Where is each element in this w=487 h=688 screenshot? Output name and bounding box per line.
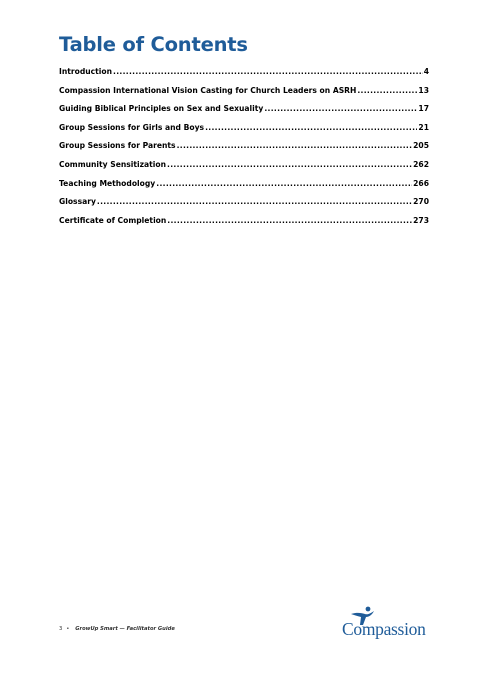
toc-dot-leader bbox=[177, 141, 413, 150]
toc-entry-title: Group Sessions for Girls and Boys bbox=[59, 122, 205, 132]
toc-dot-leader bbox=[205, 123, 417, 132]
toc-page-number: 270 bbox=[413, 197, 429, 207]
toc-page-number: 205 bbox=[413, 141, 429, 151]
toc-page-number: 13 bbox=[418, 85, 429, 95]
toc-entry-title: Teaching Methodology bbox=[59, 178, 156, 188]
toc-dot-leader bbox=[264, 104, 417, 113]
toc-dot-leader bbox=[167, 216, 412, 225]
compassion-logo bbox=[342, 606, 437, 646]
table-of-contents bbox=[59, 67, 429, 234]
toc-entry-title: Group Sessions for Parents bbox=[59, 141, 176, 151]
footer-separator: • bbox=[66, 626, 70, 632]
page-footer bbox=[59, 626, 175, 632]
toc-entry-teaching-methodology[interactable] bbox=[59, 179, 429, 198]
toc-dot-leader bbox=[113, 67, 423, 76]
toc-entry-title: Compassion International Vision Casting for Church Leaders on ASRH bbox=[59, 85, 357, 95]
toc-page-number: 266 bbox=[413, 178, 429, 188]
toc-entry-vision-casting[interactable] bbox=[59, 86, 429, 105]
toc-dot-leader bbox=[156, 179, 412, 188]
toc-dot-leader bbox=[357, 86, 417, 95]
toc-page-number: 262 bbox=[413, 159, 429, 169]
logo-wordmark: Compassion bbox=[342, 619, 426, 639]
toc-entry-glossary[interactable] bbox=[59, 197, 429, 216]
toc-entry-title: Community Sensitization bbox=[59, 159, 167, 169]
toc-entry-title: Certificate of Completion bbox=[59, 215, 167, 225]
toc-entry-title: Introduction bbox=[59, 67, 113, 76]
toc-entry-title: Glossary bbox=[59, 197, 96, 207]
toc-dot-leader bbox=[97, 197, 412, 206]
toc-dot-leader bbox=[167, 160, 412, 169]
toc-page-number: 21 bbox=[418, 122, 429, 132]
toc-page-number: 4 bbox=[423, 67, 429, 76]
toc-entry-introduction[interactable] bbox=[59, 67, 429, 86]
toc-page-number: 17 bbox=[418, 104, 429, 114]
footer-guide-title: GrowUp Smart — Facilitator Guide bbox=[75, 626, 175, 632]
toc-entry-biblical-principles[interactable] bbox=[59, 104, 429, 123]
toc-entry-parents-sessions[interactable] bbox=[59, 141, 429, 160]
toc-entry-community-sensitization[interactable] bbox=[59, 160, 429, 179]
footer-page-number: 3 bbox=[59, 626, 63, 632]
toc-entry-certificate[interactable] bbox=[59, 216, 429, 235]
toc-entry-title: Guiding Biblical Principles on Sex and Sexuality bbox=[59, 104, 264, 114]
toc-entry-girls-boys-sessions[interactable] bbox=[59, 123, 429, 142]
page-title: Table of Contents bbox=[59, 33, 248, 56]
toc-page-number: 273 bbox=[413, 215, 429, 225]
